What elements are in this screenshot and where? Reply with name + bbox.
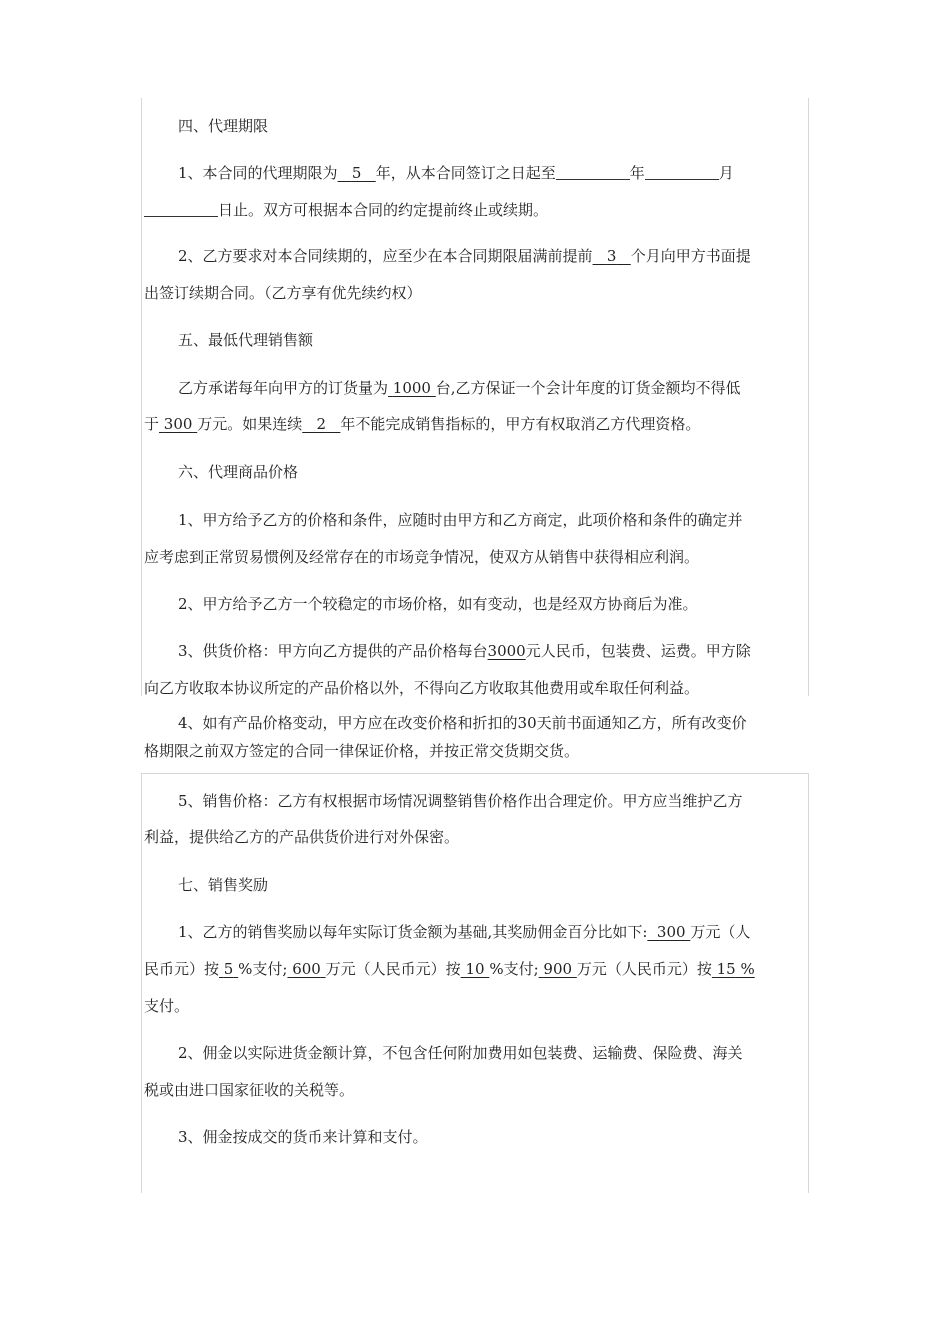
section-heading-minimum-sales: 五、最低代理销售额 (178, 331, 314, 349)
section-heading-pricing: 六、代理商品价格 (178, 463, 299, 481)
text: 乙方承诺每年向甲方的订货量为 (178, 379, 389, 397)
clause-4-1-line2 (144, 192, 808, 229)
blank-month (645, 163, 719, 180)
text: %支付; (489, 960, 539, 978)
text: 日止。双方可根据本合同的约定提前终止或续期。 (218, 201, 549, 219)
clause-7-2-line2: 税或由进口国家征收的关税等。 (144, 1081, 355, 1099)
clause-6-1-line1: 1、甲方给予乙方的价格和条件，应随时由甲方和乙方商定，此项价格和条件的确定并 (178, 511, 743, 529)
clause-6-5-line1: 5、销售价格：乙方有权根据市场情况调整销售价格作出合理定价。甲方应当维护乙方 (178, 792, 743, 810)
clause-4-1-line1 (144, 155, 842, 192)
blank-year (556, 163, 630, 180)
text: % (740, 960, 755, 978)
text: 台,乙方保证一个会计年度的订货金额均不得低 (435, 379, 741, 397)
text: 万元（人 (690, 923, 751, 941)
clause-5-1-line2 (144, 406, 808, 443)
text: 元人民币，包装费、运费。甲方除 (525, 642, 751, 660)
text: 民币元）按 (144, 960, 220, 978)
clause-6-3-line2: 向乙方收取本协议所定的产品价格以外，不得向乙方收取其他费用或牟取任何利益。 (144, 679, 700, 697)
text: 2、乙方要求对本合同续期的，应至少在本合同期限届满前提前 (178, 247, 593, 265)
clause-7-3-line1: 3、佣金按成交的货币来计算和支付。 (178, 1128, 428, 1146)
consecutive-years-value: 2 (316, 415, 327, 433)
clause-4-2-line2: 出签订续期合同。（乙方享有优先续约权） (144, 284, 422, 302)
tier3-rate-value: 15 (716, 960, 736, 978)
text: 万元。如果连续 (197, 415, 303, 433)
tier2-rate-value: 10 (465, 960, 485, 978)
page-frame-left-top (141, 98, 142, 696)
tier1-amount-value: 300 (656, 923, 686, 941)
text: 个月向甲方书面提 (630, 247, 751, 265)
text: 3、供货价格：甲方向乙方提供的产品价格每台 (178, 642, 488, 660)
order-qty-value: 1000 (392, 379, 431, 397)
text: 月 (718, 164, 734, 182)
clause-6-1-line2: 应考虑到正常贸易惯例及经常存在的市场竞争情况，使双方从销售中获得相应利润。 (144, 548, 700, 566)
clause-7-1-line2 (144, 951, 808, 988)
clause-4-2-line1 (144, 238, 842, 275)
tier3-amount-value: 900 (543, 960, 573, 978)
clause-6-4-line2: 格期限之前双方签定的合同一律保证价格，并按正常交货期交货。 (144, 742, 580, 760)
clause-7-2-line1: 2、佣金以实际进货金额计算，不包含任何附加费用如包装费、运输费、保险费、海关 (178, 1044, 743, 1062)
text: 年，从本合同签订之日起至 (375, 164, 556, 182)
page-frame-divider (141, 773, 809, 774)
text: %支付; (238, 960, 288, 978)
term-years-value: 5 (351, 164, 362, 182)
blank-day (144, 200, 218, 217)
tier1-rate-value: 5 (223, 960, 234, 978)
clause-6-2-line1: 2、甲方给予乙方一个较稳定的市场价格，如有变动，也是经双方协商后为准。 (178, 595, 698, 613)
clause-7-1-line1 (144, 914, 842, 951)
section-heading-term: 四、代理期限 (178, 117, 269, 135)
text: 于 (144, 415, 160, 433)
min-amount-value: 300 (163, 415, 193, 433)
clause-6-4-line1: 4、如有产品价格变动，甲方应在改变价格和折扣的30天前书面通知乙方，所有改变价 (178, 714, 747, 732)
clause-5-1-line1 (144, 370, 842, 407)
text: 年不能完成销售指标的，甲方有权取消乙方代理资格。 (340, 415, 701, 433)
tier2-amount-value: 600 (292, 960, 321, 978)
text: 万元（人民币元）按 (325, 960, 461, 978)
section-heading-sales-bonus: 七、销售奖励 (178, 876, 269, 894)
renewal-months-value: 3 (606, 247, 617, 265)
text: 万元（人民币元）按 (576, 960, 712, 978)
clause-6-5-line2: 利益，提供给乙方的产品供货价进行对外保密。 (144, 828, 460, 846)
text: 1、乙方的销售奖励以每年实际订货金额为基础,其奖励佣金百分比如下: (178, 923, 648, 941)
clause-6-3-line1 (144, 633, 842, 670)
clause-7-1-line3: 支付。 (144, 997, 190, 1015)
text: 1、本合同的代理期限为 (178, 164, 338, 182)
page-frame-left-bottom (141, 773, 142, 1193)
text: 年 (629, 164, 645, 182)
supply-price-value: 3000 (487, 642, 526, 660)
